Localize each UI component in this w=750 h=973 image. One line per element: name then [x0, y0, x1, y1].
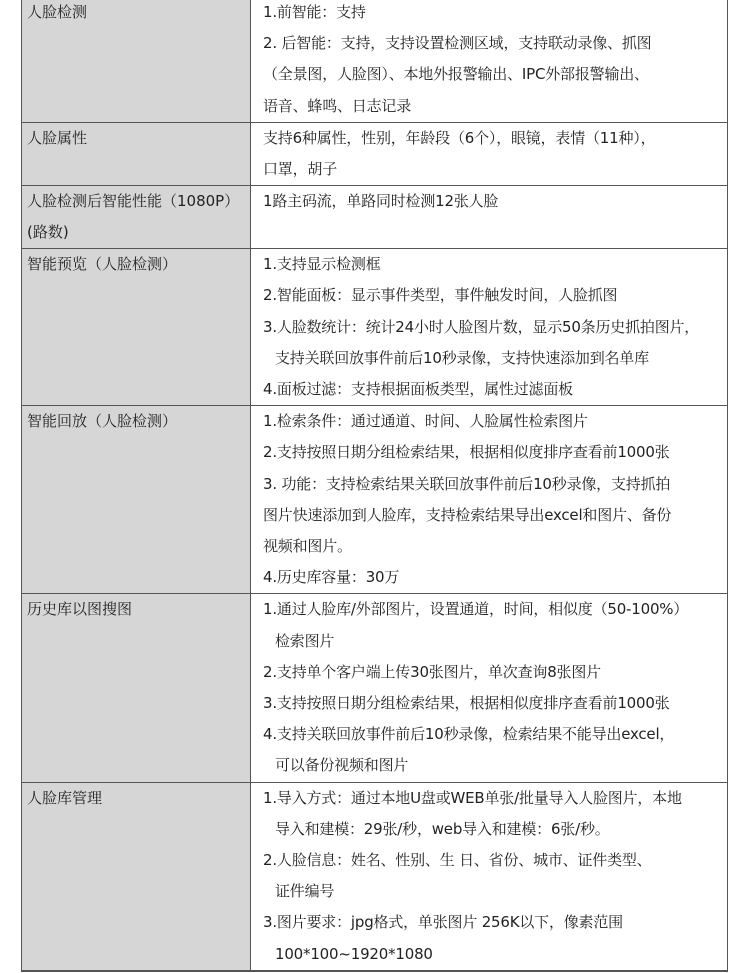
row-label: 智能预览（人脸检测）: [27, 255, 178, 274]
row-value-cell: [251, 249, 728, 406]
value-line: 4.面板过滤：支持根据面板类型，属性过滤面板: [263, 380, 573, 399]
value-line: 100*100~1920*1080: [275, 944, 433, 963]
table-row: [22, 122, 728, 185]
value-line: 支持关联回放事件前后10秒录像，支持快速添加到名单库: [275, 348, 649, 367]
value-line: 语音、蜂鸣、日志记录: [263, 96, 412, 115]
row-label: 人脸检测: [27, 3, 88, 21]
value-line: 2. 后智能：支持，支持设置检测区域，支持联动录像、抓图: [263, 34, 652, 53]
value-line: 2.人脸信息：姓名、性别、生 日、省份、城市、证件类型、: [263, 851, 652, 870]
table-row: [22, 249, 728, 406]
row-value-cell: [251, 122, 728, 185]
value-line: 检索图片: [275, 631, 335, 650]
row-label: 人脸库管理: [27, 788, 103, 807]
row-label: 历史库以图搜图: [27, 600, 133, 619]
value-line: 支持6种属性，性别，年龄段（6个），眼镜，表情（11种），: [263, 128, 656, 147]
value-line: 证件编号: [275, 882, 335, 901]
value-line: 1路主码流，单路同时检测12张人脸: [263, 192, 499, 211]
value-line: 1.通过人脸库/外部图片，设置通道，时间，相似度（50-100%）: [263, 600, 689, 619]
value-line: 3. 功能：支持检索结果关联回放事件前后10秒录像，支持抓拍: [263, 474, 671, 493]
value-line: 图片快速添加到人脸库，支持检索结果导出excel和图片、备份: [263, 505, 672, 524]
value-line: 口罩，胡子: [263, 160, 338, 179]
row-value-cell: [251, 186, 728, 249]
value-line: 导入和建模：29张/秒，web导入和建模：6张/秒。: [275, 819, 610, 838]
value-line: 2.支持按照日期分组检索结果，根据相似度排序查看前1000张: [263, 443, 670, 462]
table-row: [22, 186, 728, 249]
row-label-cell: [22, 0, 251, 122]
table-row: [22, 970, 728, 971]
value-line: 可以备份视频和图片: [275, 756, 409, 775]
row-value-cell: [251, 970, 728, 971]
value-line: （全景图，人脸图）、本地外报警输出、IPC外部报警输出、: [263, 65, 649, 84]
row-value-cell: [251, 406, 728, 594]
table-row: [22, 782, 728, 970]
value-line: 3.支持按照日期分组检索结果，根据相似度排序查看前1000张: [263, 694, 670, 713]
value-line: 2.智能面板：显示事件类型，事件触发时间，人脸抓图: [263, 286, 618, 305]
row-label-cell: [22, 594, 251, 782]
row-value-cell: [251, 594, 728, 782]
table-row: [22, 594, 728, 782]
value-line: 3.图片要求：jpg格式，单张图片 256K以下，像素范围: [263, 913, 623, 932]
table-row: [22, 0, 728, 122]
value-line: 1.导入方式：通过本地U盘或WEB单张/批量导入人脸图片，本地: [263, 788, 682, 807]
row-label-cell: [22, 186, 251, 249]
row-label: 智能回放（人脸检测）: [27, 412, 178, 431]
value-line: 4.历史库容量：30万: [263, 568, 400, 587]
row-value-cell: [251, 782, 728, 970]
row-label-cell: [22, 122, 251, 185]
row-label-cell: [22, 782, 251, 970]
row-value-cell: [251, 0, 728, 122]
value-line: 视频和图片。: [263, 537, 352, 556]
spec-table: [21, 0, 728, 972]
row-label-cell: [22, 406, 251, 594]
value-line: 4.支持关联回放事件前后10秒录像，检索结果不能导出excel，: [263, 725, 675, 744]
value-line: 1.检索条件：通过通道、时间、人脸属性检索图片: [263, 412, 588, 431]
value-line: 1.前智能：支持: [263, 3, 366, 21]
value-line: 2.支持单个客户端上传30张图片，单次查询8张图片: [263, 662, 601, 681]
row-label-cell: [22, 970, 251, 971]
value-line: 3.人脸数统计：统计24小时人脸图片数，显示50条历史抓拍图片，: [263, 317, 700, 336]
row-label-cell: [22, 249, 251, 406]
row-label: 人脸属性: [27, 128, 88, 147]
table-row: [22, 406, 728, 594]
value-line: 1.支持显示检测框: [263, 255, 381, 274]
row-label: 人脸检测后智能性能（1080P） (路数): [27, 192, 240, 242]
